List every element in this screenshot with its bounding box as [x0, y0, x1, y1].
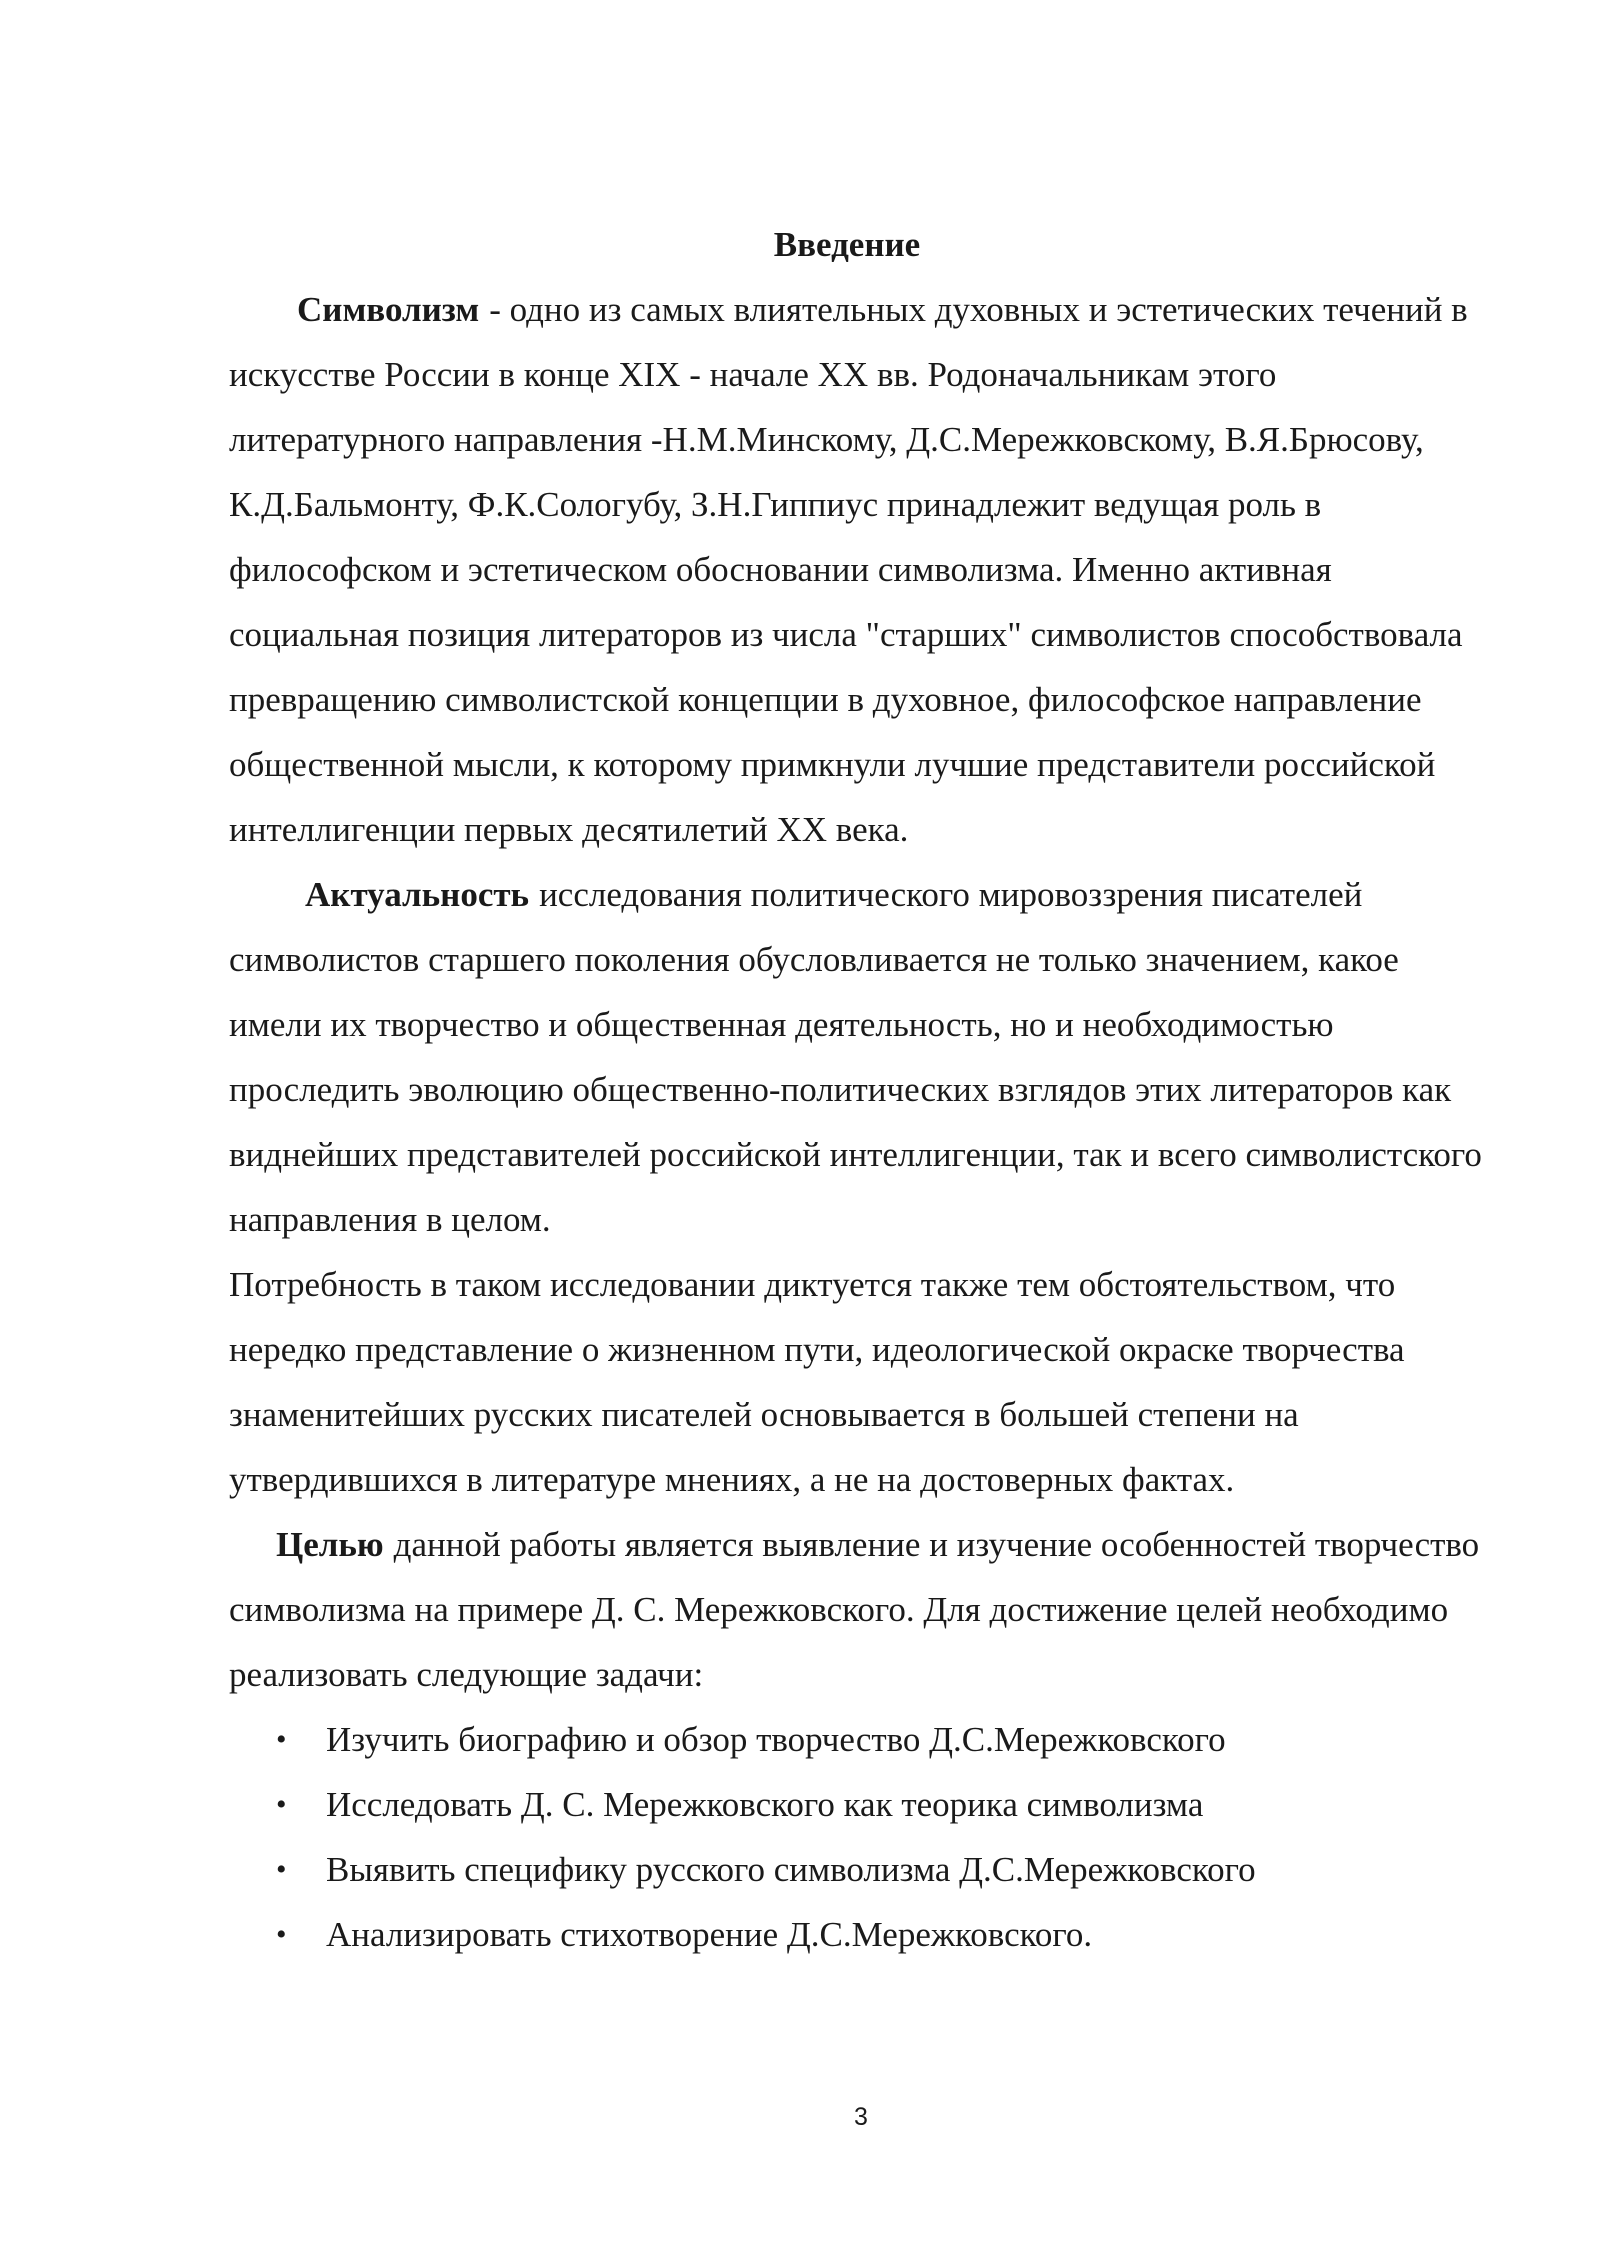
page-body: [229, 212, 1489, 1967]
paragraph-symbolism-text: - одно из самых влиятельных духовных и эстетических течений в искусстве России в конце XIX - начале XX вв. Родоначальникам этого литературного направления -Н.М.Минскому, Д.С.Мережковскому, В.Я.Брюсову, К.Д.Бальмонту, Ф.К.Сологубу, З.Н.Гиппиус принадлежит ведущая роль в философском и эстетическом обосновании символизма. Именно активная социальная позиция литераторов из числа "старших" символистов способствовала превращению символистской концепции в духовное, философское направление общественной мысли, к которому примкнули лучшие представители российской интеллигенции первых десятилетий XX века.: [229, 290, 1468, 849]
list-item: [229, 1772, 1489, 1837]
paragraph-goal: [229, 1512, 1489, 1707]
paragraph-symbolism: [229, 277, 1489, 862]
task-text: Исследовать Д. С. Мережковского как теорика символизма: [326, 1785, 1204, 1824]
paragraph-goal-text: данной работы является выявление и изучение особенностей творчество символизма на примере Д. С. Мережковского. Для достижение целей необходимо реализовать следующие задачи:: [229, 1525, 1480, 1694]
term-relevance: Актуальность: [305, 875, 530, 914]
paragraph-need-text: Потребность в таком исследовании диктуется также тем обстоятельством, что нередко представление о жизненном пути, идеологической окраске творчества знаменитейших русских писателей основывается в большей степени на утвердившихся в литературе мнениях, а не на достоверных фактах.: [229, 1265, 1405, 1499]
task-text: Анализировать стихотворение Д.С.Мережковского.: [326, 1915, 1093, 1954]
task-text: Изучить биографию и обзор творчество Д.С.Мережковского: [326, 1720, 1226, 1759]
term-symbolism: Символизм: [297, 290, 480, 329]
paragraph-relevance: [229, 862, 1489, 1252]
list-item: [229, 1837, 1489, 1902]
list-item: [229, 1707, 1489, 1772]
list-item: [229, 1902, 1489, 1967]
paragraph-need: [229, 1252, 1489, 1512]
term-goal: Целью: [276, 1525, 384, 1564]
bullet-icon: •: [276, 1853, 287, 1886]
bullet-icon: •: [276, 1723, 287, 1756]
task-list: [229, 1707, 1489, 1967]
task-text: Выявить специфику русского символизма Д.С.Мережковского: [326, 1850, 1256, 1889]
paragraph-relevance-text: исследования политического мировоззрения писателей символистов старшего поколения обусловливается не только значением, какое имели их творчество и общественная деятельность, но и необходимостью проследить эволюцию общественно-политических взглядов этих литераторов как виднейших представителей российской интеллигенции, так и всего символистского направления в целом.: [229, 875, 1482, 1239]
bullet-icon: •: [276, 1918, 287, 1951]
page-number: 3: [854, 2103, 868, 2131]
bullet-icon: •: [276, 1788, 287, 1821]
page-title: Введение: [773, 225, 921, 264]
